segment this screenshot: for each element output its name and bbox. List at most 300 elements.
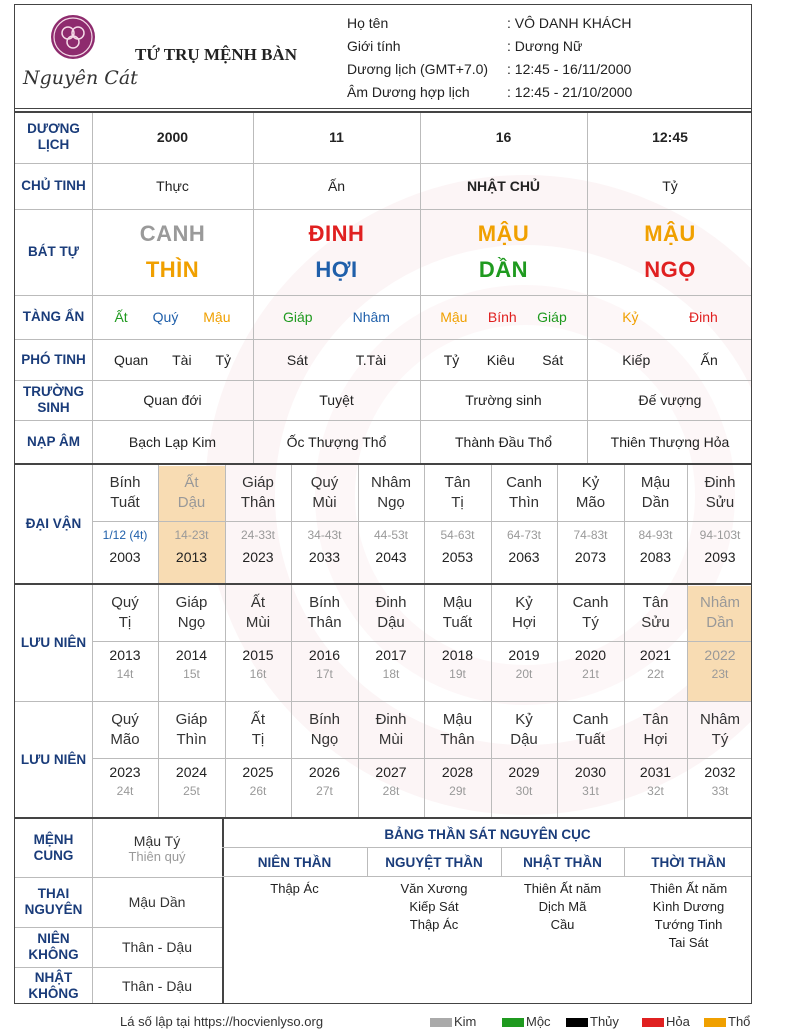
branch: Thân — [440, 731, 475, 748]
age-range: 74-83t — [573, 528, 608, 542]
age: 15t — [183, 667, 200, 681]
row-divider — [15, 163, 752, 164]
row-label-chu-tinh: CHỦ TINH — [21, 178, 86, 193]
footer-source: Lá số lập tại https://hocvienlyso.org — [120, 1014, 324, 1029]
branch: Tý — [582, 614, 599, 631]
stem: Kỷ — [515, 594, 533, 611]
nap-am-value: Thành Đầu Thổ — [454, 433, 553, 450]
period-column — [687, 585, 752, 701]
row-label-nap-am: NẠP ÂM — [26, 433, 80, 449]
hidden-stem: Giáp — [537, 309, 567, 325]
year: 2028 — [441, 764, 474, 780]
branch: Tuất — [575, 731, 606, 748]
column-divider — [158, 465, 159, 583]
branch: Dậu — [177, 494, 206, 511]
age-range: 14-23t — [174, 528, 209, 542]
stem: Quý — [310, 474, 339, 491]
column-divider — [92, 111, 93, 463]
column-divider — [491, 465, 492, 583]
info-label: Âm Dương hợp lịch — [347, 84, 470, 100]
chu-tinh-value: Ấn — [327, 178, 346, 194]
branch: Ngọ — [377, 494, 405, 511]
pillar-2 — [420, 209, 587, 295]
truong-sinh-value: Đế vượng — [638, 392, 702, 408]
nap-am-value: Ốc Thượng Thổ — [286, 433, 387, 450]
column-divider — [624, 465, 625, 583]
year: 2024 — [175, 764, 208, 780]
than-sat-item: Văn Xương — [400, 881, 468, 896]
header — [15, 5, 751, 109]
row-divider — [15, 295, 752, 296]
year: 2027 — [375, 764, 407, 780]
branch: Dần — [706, 614, 734, 631]
branch: Sửu — [705, 494, 735, 511]
hidden-stem: Đinh — [688, 309, 718, 325]
sub-stars-3 — [587, 339, 752, 380]
year: 2018 — [441, 647, 474, 663]
heavenly-stem: MẬU — [644, 221, 696, 246]
period-column — [225, 585, 291, 701]
info-label: Họ tên — [347, 15, 389, 31]
pillar-0 — [92, 209, 253, 295]
age-range: 54-63t — [440, 528, 475, 542]
stem: Nhâm — [370, 474, 411, 491]
start-year: 2023 — [242, 549, 274, 565]
stem: Canh — [572, 711, 609, 728]
branch: Mùi — [245, 614, 271, 631]
hidden-stem: Mậu — [440, 309, 468, 325]
year: 2014 — [175, 647, 208, 663]
start-year: 2043 — [375, 549, 407, 565]
nap-am-value: Bạch Lạp Kim — [128, 433, 217, 450]
stem: Mậu — [442, 594, 473, 611]
stem: Giáp — [242, 474, 274, 491]
chart-sheet — [14, 4, 752, 1004]
stem: Mậu — [640, 474, 671, 491]
sub-star: Sát — [542, 351, 564, 368]
legend-swatch — [566, 1018, 588, 1027]
year: 2021 — [639, 647, 672, 663]
hidden-stems-0 — [92, 295, 253, 339]
sub-stars-2 — [420, 339, 587, 380]
year: 2023 — [109, 764, 141, 780]
sub-star: Kiêu — [486, 351, 515, 368]
legend-swatch — [502, 1018, 524, 1027]
year: 2019 — [508, 647, 540, 663]
stem: Nhâm — [699, 711, 740, 728]
column-divider — [557, 465, 558, 583]
branch: Tị — [251, 731, 265, 748]
than-sat-item: Thiên Ất năm — [523, 881, 602, 896]
row-divider — [15, 209, 752, 210]
age: 17t — [316, 667, 333, 681]
branch: Ngọ — [310, 731, 339, 748]
sub-stars-0 — [92, 339, 253, 380]
start-year: 2033 — [308, 549, 341, 565]
stem: Đinh — [375, 594, 407, 611]
legend-swatch — [704, 1018, 726, 1027]
info-value: : 12:45 - 21/10/2000 — [507, 84, 633, 100]
hidden-stem: Kỷ — [622, 309, 639, 325]
stem: Giáp — [175, 711, 208, 728]
period-column — [687, 465, 752, 583]
period-column — [624, 465, 687, 583]
branch: Hợi — [511, 614, 536, 631]
column-divider — [424, 585, 425, 701]
branch: Thân — [240, 494, 276, 511]
legend-swatch — [430, 1018, 452, 1027]
row-divider — [15, 111, 752, 113]
thai-nguyen-value: Mậu Dần — [128, 894, 186, 910]
period-column — [424, 465, 491, 583]
hidden-stem: Mậu — [203, 309, 231, 325]
legend-label: Thủy — [590, 1014, 619, 1029]
hidden-stem: Quý — [152, 309, 179, 325]
row-divider — [15, 380, 752, 381]
period-column — [158, 585, 225, 701]
year: 2013 — [109, 647, 141, 663]
than-sat-header: THỜI THẦN — [651, 854, 726, 870]
branch: Tị — [451, 494, 464, 511]
period-column — [624, 585, 687, 701]
period-column — [491, 585, 557, 701]
hidden-stem: Bính — [487, 309, 517, 325]
stem: Quý — [111, 594, 139, 611]
row-label-truong-sinh: TRƯỜNG SINH — [23, 384, 84, 415]
stem: Bính — [309, 594, 340, 611]
column-divider — [92, 585, 93, 701]
column-divider — [92, 819, 93, 1004]
legend-label: Hỏa — [666, 1014, 690, 1029]
year: 2015 — [242, 647, 274, 663]
row-divider — [92, 521, 752, 522]
stem: Đinh — [375, 711, 407, 728]
label-thai-nguyen: THAI NGUYÊN — [24, 886, 83, 917]
age: 26t — [249, 784, 267, 798]
info-value: : Dương Nữ — [507, 38, 583, 54]
column-divider — [291, 465, 292, 583]
row-label-tang-an: TÀNG ẨN — [22, 309, 85, 324]
label-menh-cung: MỆNH CUNG — [33, 832, 74, 863]
year: 2031 — [639, 764, 672, 780]
period-column — [158, 465, 225, 583]
age-range: 1/12 (4t) — [102, 528, 148, 542]
column-divider — [291, 585, 292, 701]
stem: Giáp — [175, 594, 208, 611]
legend-label: Mộc — [526, 1014, 551, 1029]
duong-lich-value: 11 — [329, 129, 344, 145]
row-label-duong-lich: DƯƠNG LỊCH — [27, 121, 80, 152]
row-divider — [15, 420, 752, 421]
stem: Tân — [642, 711, 669, 728]
stem: Canh — [572, 594, 609, 611]
branch: Tý — [711, 731, 729, 748]
legend-swatch — [642, 1018, 664, 1027]
block-label: ĐẠI VẬN — [25, 516, 82, 531]
hidden-stems-3 — [587, 295, 752, 339]
branch: Dần — [641, 494, 670, 511]
stem: Ất — [250, 711, 266, 728]
age-range: 44-53t — [373, 528, 409, 542]
heavenly-stem: ĐINH — [308, 221, 365, 246]
column-divider — [358, 585, 359, 701]
earthly-branch: NGỌ — [644, 257, 696, 282]
branch: Tuất — [442, 614, 473, 631]
block-label: LƯU NIÊN — [20, 635, 87, 650]
start-year: 2063 — [508, 549, 540, 565]
period-column — [92, 585, 158, 701]
menh-cung-star: Thiên quý — [128, 848, 186, 864]
branch: Mão — [575, 494, 606, 511]
menh-cung-name: Mậu Tý — [133, 832, 181, 849]
year: 2025 — [242, 764, 274, 780]
than-sat-item: Thập Ác — [409, 917, 459, 932]
column-divider — [624, 848, 625, 876]
sub-star: Tỷ — [443, 351, 460, 368]
column-divider — [687, 585, 688, 701]
legend-label: Kim — [454, 1014, 477, 1029]
branch: Ngọ — [177, 614, 206, 631]
start-year: 2013 — [175, 549, 208, 565]
than-sat-item: Thiên Ất năm — [649, 881, 728, 896]
year: 2026 — [308, 764, 341, 780]
period-column — [291, 585, 358, 701]
period-column — [424, 585, 491, 701]
than-sat-item: Tai Sát — [668, 935, 709, 950]
period-column — [92, 702, 158, 817]
column-divider — [587, 111, 588, 463]
than-sat-list — [624, 880, 752, 952]
hidden-stems-1 — [253, 295, 420, 339]
chu-tinh-value: NHẬT CHỦ — [466, 178, 541, 194]
year: 2032 — [704, 764, 736, 780]
than-sat-item: Tướng Tinh — [654, 917, 723, 932]
info-value: : 12:45 - 16/11/2000 — [507, 61, 632, 77]
branch: Thìn — [508, 494, 539, 511]
age: 23t — [711, 667, 729, 681]
stem: Nhâm — [699, 594, 740, 611]
start-year: 2083 — [639, 549, 672, 565]
period-column — [358, 702, 424, 817]
label-nien-khong: NIÊN KHÔNG — [28, 931, 79, 962]
than-sat-header: NHẬT THẦN — [523, 854, 602, 870]
stem: Quý — [111, 711, 139, 728]
pillar-1 — [253, 209, 420, 295]
age: 29t — [449, 784, 466, 798]
start-year: 2003 — [109, 549, 141, 565]
age: 14t — [116, 667, 134, 681]
start-year: 2093 — [704, 549, 736, 565]
chu-tinh-value: Thực — [156, 178, 189, 194]
sub-star: Sát — [286, 351, 308, 368]
legend-label: Thổ — [728, 1014, 751, 1029]
start-year: 2053 — [441, 549, 474, 565]
row-divider — [15, 877, 222, 878]
age: 28t — [382, 784, 400, 798]
nap-am-value: Thiên Thượng Hỏa — [610, 433, 730, 450]
legend-item — [704, 1014, 750, 1029]
than-sat-list — [222, 880, 367, 898]
stem: Tân — [444, 474, 471, 491]
branch: Sửu — [641, 614, 670, 631]
column-divider — [92, 465, 93, 583]
legend-item — [642, 1014, 690, 1029]
column-divider — [491, 585, 492, 701]
branch: Tị — [118, 614, 132, 631]
period-column — [424, 702, 491, 817]
age: 25t — [183, 784, 200, 798]
legend-item — [430, 1014, 476, 1029]
column-divider — [420, 111, 421, 463]
row-divider — [222, 876, 752, 877]
column-divider — [687, 465, 688, 583]
column-divider — [557, 585, 558, 701]
truong-sinh-value: Quan đới — [143, 392, 202, 408]
year: 2020 — [574, 647, 607, 663]
sub-star: Ấn — [700, 351, 718, 368]
truong-sinh-value: Tuyệt — [319, 392, 354, 408]
than-sat-item: Kình Dương — [652, 899, 725, 914]
sub-star: T.Tài — [355, 351, 387, 368]
period-column — [358, 465, 424, 583]
column-divider — [491, 702, 492, 817]
brand-name: Nguyên Cát — [23, 67, 138, 89]
than-sat-list — [501, 880, 624, 934]
than-sat-header: NGUYỆT THẦN — [385, 854, 483, 870]
column-divider — [624, 585, 625, 701]
legend-item — [566, 1014, 619, 1029]
branch: Mùi — [378, 731, 404, 748]
duong-lich-value: 2000 — [156, 129, 189, 145]
period-column — [225, 465, 291, 583]
age: 32t — [647, 784, 664, 798]
stem: Bính — [309, 711, 340, 728]
row-label-pho-tinh: PHÓ TINH — [21, 351, 86, 367]
period-column — [291, 702, 358, 817]
age: 20t — [515, 667, 533, 681]
hidden-stem: Nhâm — [352, 309, 390, 325]
column-divider — [367, 848, 368, 876]
column-divider — [424, 702, 425, 817]
period-column — [557, 702, 624, 817]
earthly-branch: DẦN — [478, 257, 529, 282]
row-divider — [15, 967, 222, 968]
earthly-branch: THÌN — [145, 257, 200, 282]
year: 2022 — [704, 647, 736, 663]
than-sat-list — [367, 880, 501, 934]
age: 21t — [582, 667, 599, 681]
period-column — [557, 585, 624, 701]
row-divider — [15, 927, 222, 928]
stem: Tân — [642, 594, 669, 611]
column-divider — [358, 702, 359, 817]
row-label-bat-tu: BÁT TỰ — [28, 244, 79, 259]
than-sat-title: BẢNG THẦN SÁT NGUYÊN CỤC — [384, 826, 591, 842]
chu-tinh-value: Tỷ — [662, 178, 678, 194]
info-value: : VÔ DANH KHÁCH — [507, 15, 632, 31]
info-label: Giới tính — [347, 38, 401, 54]
age: 18t — [382, 667, 400, 681]
stem: Đinh — [704, 474, 736, 491]
branch: Mão — [110, 731, 140, 748]
period-column — [358, 585, 424, 701]
stem: Kỷ — [581, 474, 600, 491]
sub-stars-1 — [253, 339, 420, 380]
heavenly-stem: CANH — [139, 221, 206, 246]
branch: Dậu — [377, 614, 405, 631]
column-divider — [501, 848, 502, 876]
branch: Hợi — [643, 731, 668, 748]
stem: Bính — [109, 474, 141, 491]
duong-lich-value: 16 — [495, 129, 512, 145]
column-divider — [291, 702, 292, 817]
column-divider — [424, 465, 425, 583]
than-sat-item: Kiếp Sát — [409, 899, 459, 914]
hidden-stems-2 — [420, 295, 587, 339]
age-range: 24-33t — [240, 528, 276, 542]
age-range: 94-103t — [699, 528, 741, 542]
age: 24t — [116, 784, 134, 798]
than-sat-item: Dịch Mã — [538, 899, 587, 914]
year: 2016 — [308, 647, 341, 663]
earthly-branch: HỢI — [315, 257, 358, 282]
age: 27t — [316, 784, 333, 798]
heavenly-stem: MẬU — [477, 221, 530, 246]
year: 2030 — [574, 764, 607, 780]
sub-star: Kiếp — [622, 351, 651, 368]
age-range: 64-73t — [506, 528, 542, 542]
year: 2017 — [375, 647, 407, 663]
age: 33t — [711, 784, 729, 798]
block-label: LƯU NIÊN — [20, 751, 87, 767]
pillar-3 — [587, 209, 752, 295]
info-label: Dương lịch (GMT+7.0) — [347, 61, 489, 77]
truong-sinh-value: Trường sinh — [465, 392, 542, 408]
start-year: 2073 — [574, 549, 607, 565]
age: 22t — [647, 667, 664, 681]
stem: Kỷ — [515, 711, 533, 728]
sub-star: Tài — [172, 351, 192, 368]
than-sat-header: NIÊN THẦN — [257, 854, 332, 870]
nien-khong-value: Thân - Dậu — [121, 939, 193, 955]
period-column — [291, 465, 358, 583]
age: 30t — [515, 784, 533, 798]
period-column — [491, 465, 557, 583]
hidden-stem: Ất — [114, 309, 128, 325]
than-sat-item: Thập Ác — [270, 881, 319, 896]
column-divider — [358, 465, 359, 583]
hidden-stem: Giáp — [283, 309, 313, 325]
nhat-khong-value: Thân - Dậu — [121, 978, 193, 994]
row-divider — [92, 641, 752, 642]
sub-star: Tỷ — [215, 351, 232, 368]
label-nhat-khong: NHẬT KHÔNG — [28, 970, 79, 1001]
menh-cung-value — [92, 819, 222, 877]
age-range: 34-43t — [307, 528, 342, 542]
stem: Canh — [506, 474, 542, 491]
row-divider — [92, 758, 752, 759]
period-column — [491, 702, 557, 817]
column-divider — [253, 111, 254, 463]
age: 31t — [582, 784, 599, 798]
column-divider — [92, 702, 93, 817]
stem: Ất — [250, 594, 266, 611]
column-divider — [158, 585, 159, 701]
logo-icon — [51, 15, 95, 59]
column-divider — [687, 702, 688, 817]
period-column — [92, 465, 158, 583]
column-divider — [158, 702, 159, 817]
